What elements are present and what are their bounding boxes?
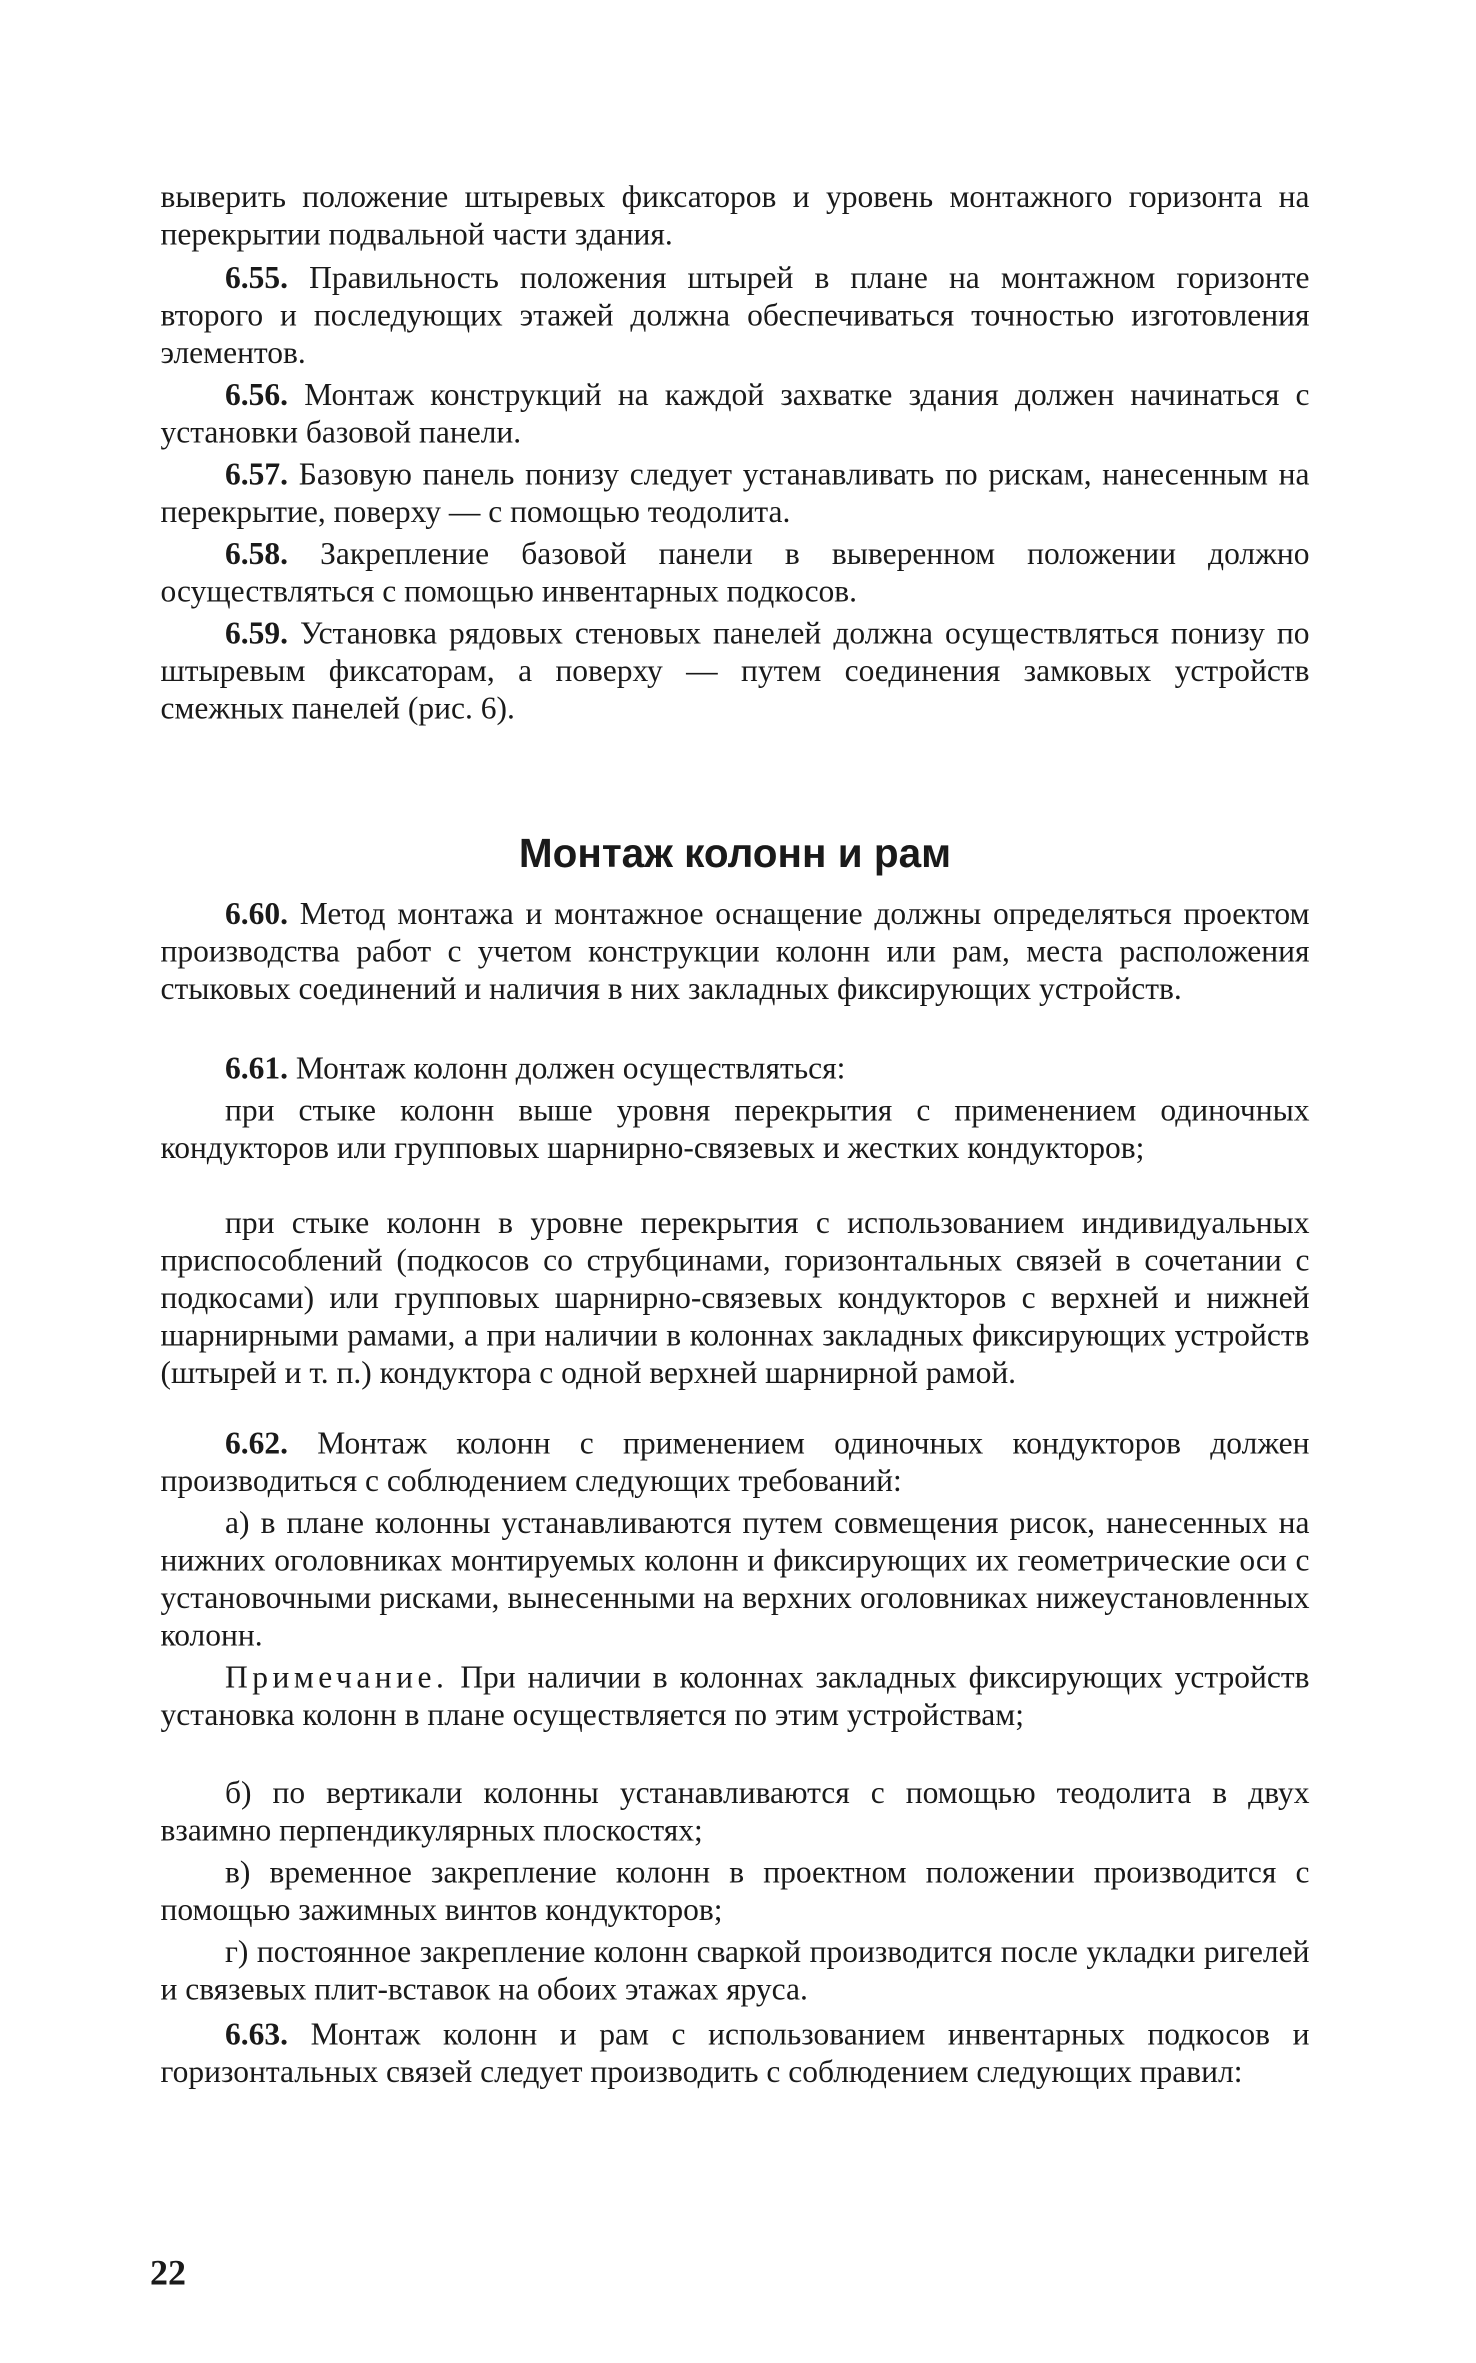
paragraph-6-55: 6.55. Правильность положения штырей в плане на монтажном горизонте второго и последующих этажей должна обеспечиваться точностью изготовления элементов. — [160, 259, 1310, 371]
note-paragraph: Примечание. При наличии в колоннах закладных фиксирующих устройств установка колонн в плане осуществляется по этим устройствам; — [160, 1659, 1310, 1733]
list-item-a: а) в плане колонны устанавливаются путем совмещения рисок, нанесенных на нижних оголовниках монтируемых колонн и фиксирующих их геометрические оси с установочными рисками, вынесенными на верхних оголовниках нижеустановленных колонн. — [160, 1504, 1310, 1653]
paragraph-number: 6.57. — [225, 456, 288, 492]
paragraph-number: 6.60. — [225, 895, 288, 932]
list-item-stык-above: при стыке колонн выше уровня перекрытия с применением одиночных кондукторов или групповых шарнирно-связевых и жестких кондукторов; — [160, 1092, 1310, 1166]
paragraph-number: 6.61. — [225, 1050, 288, 1086]
paragraph-6-63: 6.63. Монтаж колонн и рам с использованием инвентарных подкосов и горизонтальных связей следует производить с соблюдением следующих правил: — [160, 2016, 1310, 2090]
paragraph-6-59: 6.59. Установка рядовых стеновых панелей должна осуществляться понизу по штыревым фиксаторам, а поверху — путем соединения замковых устройств смежных панелей (рис. 6). — [160, 615, 1310, 726]
paragraph-number: 6.63. — [225, 2016, 288, 2052]
list-item-b: б) по вертикали колонны устанавливаются с помощью теодолита в двух взаимно перпендикулярных плоскостях; — [160, 1774, 1310, 1848]
paragraph-6-62: 6.62. Монтаж колонн с применением одиночных кондукторов должен производиться с соблюдением следующих требований: — [160, 1425, 1310, 1499]
list-item-v: в) временное закрепление колонн в проектном положении производится с помощью зажимных винтов кондукторов; — [160, 1854, 1310, 1928]
page-number: 22 — [150, 2254, 186, 2294]
paragraph-continuation: выверить положение штыревых фиксаторов и уровень монтажного горизонта на перекрытии подвальной части здания. — [160, 178, 1310, 252]
list-item-g: г) постоянное закрепление колонн сваркой производится после укладки ригелей и связевых плит-вставок на обоих этажах яруса. — [160, 1933, 1310, 2007]
paragraph-6-57: 6.57. Базовую панель понизу следует устанавливать по рискам, нанесенным на перекрытие, поверху — с помощью теодолита. — [160, 456, 1310, 530]
paragraph-6-60: 6.60. Метод монтажа и монтажное оснащение должны определяться проектом производства работ с учетом конструкции колонн или рам, места расположения стыковых соединений и наличия в них закладных фиксирующих устройств. — [160, 895, 1310, 1007]
paragraph-number: 6.56. — [225, 376, 288, 413]
section-heading: Монтаж колонн и рам — [518, 831, 952, 876]
paragraph-6-56: 6.56. Монтаж конструкций на каждой захватке здания должен начинаться с установки базовой панели. — [160, 376, 1310, 450]
paragraph-number: 6.59. — [225, 615, 288, 651]
list-item-stык-level: при стыке колонн в уровне перекрытия с использованием индивидуальных приспособлений (подкосов со струбцинами, горизонтальных связей в сочетании с подкосами) или групповых шарнирно-связевых кондукторов с верхней и нижней шарнирными рамами, а при наличии в колоннах закладных фиксирующих устройств (штырей и т. п.) кондуктора с одной верхней шарнирной рамой. — [160, 1204, 1310, 1391]
paragraph-number: 6.55. — [225, 259, 288, 296]
paragraph-number: 6.58. — [225, 535, 288, 572]
paragraph-6-58: 6.58. Закрепление базовой панели в выверенном положении должно осуществляться с помощью инвентарных подкосов. — [160, 535, 1310, 609]
note-label: Примечание. — [225, 1659, 449, 1695]
paragraph-6-61: 6.61. Монтаж колонн должен осуществляться: — [225, 1050, 846, 1086]
paragraph-number: 6.62. — [225, 1425, 288, 1461]
